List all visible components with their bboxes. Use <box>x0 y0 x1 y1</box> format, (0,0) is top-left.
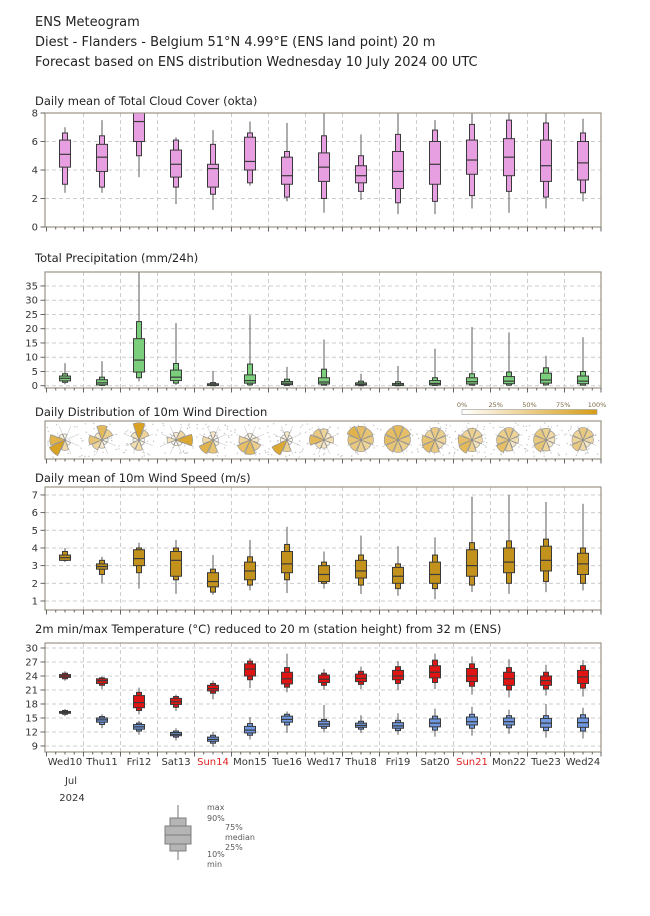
svg-text:15: 15 <box>25 338 38 350</box>
svg-text:4: 4 <box>31 165 38 177</box>
boxplot-legend <box>140 798 360 876</box>
svg-text:25%: 25% <box>488 401 503 409</box>
svg-text:18: 18 <box>25 699 38 711</box>
svg-text:30: 30 <box>25 295 38 307</box>
header-location: Diest - Flanders - Belgium 51°N 4.99°E (ENS land point) 20 m <box>35 35 436 50</box>
x-axis-label-tue23: Tue23 <box>531 757 561 768</box>
svg-text:75%: 75% <box>556 401 571 409</box>
svg-text:21: 21 <box>25 685 38 697</box>
cloud-cover-title: Daily mean of Total Cloud Cover (okta) <box>35 94 258 108</box>
svg-text:4: 4 <box>31 543 38 555</box>
svg-text:min: min <box>207 860 223 869</box>
svg-text:6: 6 <box>31 137 38 148</box>
x-axis-label-sat13: Sat13 <box>161 757 191 768</box>
svg-text:30: 30 <box>25 643 38 655</box>
temperature-title: 2m min/max Temperature (°C) reduced to 20 m (station height) from 32 m (ENS) <box>35 622 502 636</box>
wind-direction-chart <box>0 398 650 466</box>
svg-text:8: 8 <box>31 108 38 120</box>
svg-text:5: 5 <box>31 366 38 378</box>
svg-text:75%: 75% <box>225 823 243 832</box>
svg-text:10: 10 <box>25 352 38 364</box>
svg-text:max: max <box>207 803 225 812</box>
svg-text:35: 35 <box>25 281 38 293</box>
wind-speed-title: Daily mean of 10m Wind Speed (m/s) <box>35 471 251 485</box>
svg-text:2: 2 <box>31 194 38 205</box>
header <box>35 13 478 73</box>
header-run-info: Forecast based on ENS distribution Wednesday 10 July 2024 00 UTC <box>35 55 478 70</box>
month-label: Jul <box>64 776 78 787</box>
x-axis-label-wed10: Wed10 <box>47 757 83 768</box>
svg-text:3: 3 <box>31 561 38 573</box>
svg-text:27: 27 <box>25 657 38 669</box>
precipitation-title: Total Precipitation (mm/24h) <box>35 251 199 265</box>
svg-text:15: 15 <box>25 713 38 725</box>
svg-text:24: 24 <box>25 671 38 683</box>
x-axis-label-fri19: Fri19 <box>385 757 411 768</box>
x-axis-label-mon22: Mon22 <box>492 757 526 768</box>
x-axis-label-sun14: Sun14 <box>197 757 229 768</box>
x-axis-label-tue16: Tue16 <box>272 757 302 768</box>
x-axis-label-sun21: Sun21 <box>456 757 488 768</box>
svg-text:7: 7 <box>31 490 38 502</box>
x-axis-label-wed17: Wed17 <box>306 757 342 768</box>
svg-text:25%: 25% <box>225 843 243 852</box>
x-axis-label-thu18: Thu18 <box>345 757 377 768</box>
svg-text:5: 5 <box>31 525 38 537</box>
x-axis-label-thu11: Thu11 <box>86 757 118 768</box>
x-axis-label-wed24: Wed24 <box>565 757 601 768</box>
svg-text:2: 2 <box>31 578 38 590</box>
svg-text:25: 25 <box>25 309 38 321</box>
temperature-chart <box>0 630 650 762</box>
precipitation-chart <box>0 262 650 398</box>
svg-text:median: median <box>225 833 255 842</box>
svg-text:10%: 10% <box>207 850 225 859</box>
svg-text:1: 1 <box>31 596 38 608</box>
svg-text:20: 20 <box>25 324 38 336</box>
svg-text:0: 0 <box>31 381 38 393</box>
wind-speed-chart <box>0 482 650 618</box>
x-axis-label-mon15: Mon15 <box>233 757 267 768</box>
svg-text:100%: 100% <box>587 401 607 409</box>
header-title: ENS Meteogram <box>35 15 140 30</box>
svg-text:0%: 0% <box>456 401 468 409</box>
svg-text:6: 6 <box>31 508 38 520</box>
x-axis-labels <box>0 757 650 771</box>
cloud-cover-chart <box>0 104 650 240</box>
x-axis-label-fri12: Fri12 <box>126 757 152 768</box>
svg-text:90%: 90% <box>207 814 225 823</box>
svg-text:0: 0 <box>31 222 38 234</box>
svg-text:9: 9 <box>31 741 38 753</box>
svg-text:12: 12 <box>25 727 38 739</box>
x-axis-label-sat20: Sat20 <box>420 757 450 768</box>
wind-direction-title: Daily Distribution of 10m Wind Direction <box>35 405 268 419</box>
svg-text:50%: 50% <box>522 401 537 409</box>
year-label: 2024 <box>59 793 85 804</box>
